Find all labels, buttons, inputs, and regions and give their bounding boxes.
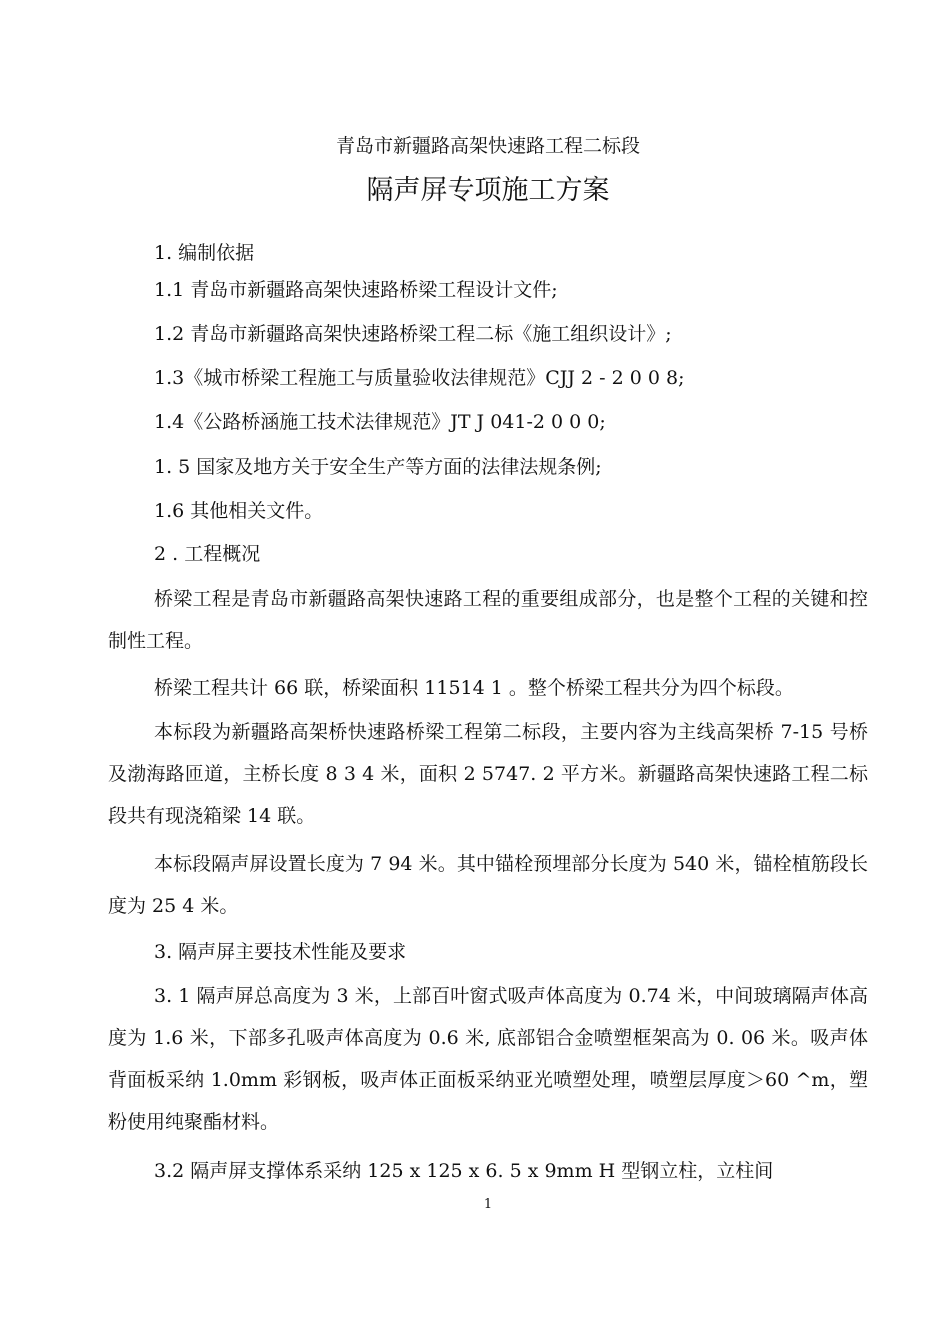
list-item-1-6: 1.6 其他相关文件。 [154, 500, 324, 522]
body-paragraph-bridge-count: 桥梁工程共计 66 联，桥梁面积 11514 1 。整个桥梁工程共分为四个标段。 [154, 677, 794, 699]
document-subtitle: 青岛市新疆路高架快速路工程二标段 [335, 135, 640, 157]
document-title: 隔声屏专项施工方案 [366, 175, 610, 206]
body-paragraph-3-1: 3. 1 隔声屏总高度为 3 米，上部百叶窗式吸声体高度为 0.74 米，中间玻璃隔声体高度为 1.6 米，下部多孔吸声体高度为 0.6 米, 底部铝合金喷塑框架高为 0. 06 米。吸声体背面板采纳 1.0mm 彩钢板，吸声体正面板采纳亚光喷塑处理，喷塑层厚度＞60 ^m，塑粉使用纯聚酯材料。 [108, 985, 868, 1133]
body-paragraph-barrier-length: 本标段隔声屏设置长度为 7 94 米。其中锚栓预埋部分长度为 540 米，锚栓植筋段长度为 25 4 米。 [108, 853, 868, 917]
body-paragraph-3-2: 3.2 隔声屏支撑体系采纳 125 x 125 x 6. 5 x 9mm H 型钢立柱，立柱间 [154, 1160, 774, 1182]
section-heading-3: 3. 隔声屏主要技术性能及要求 [154, 941, 407, 963]
section-heading-2: 2 . 工程概况 [154, 543, 261, 565]
list-item-1-4: 1.4《公路桥涵施工技术法律规范》JT J 041-2 0 0 0; [154, 411, 606, 433]
body-paragraph-overview: 桥梁工程是青岛市新疆路高架快速路工程的重要组成部分，也是整个工程的关键和控制性工程。 [108, 588, 868, 652]
list-item-1-2: 1.2 青岛市新疆路高架快速路桥梁工程二标《施工组织设计》; [154, 323, 672, 345]
list-item-1-5: 1. 5 国家及地方关于安全生产等方面的法律法规条例; [154, 456, 602, 478]
section-heading-1: 1. 编制依据 [154, 242, 255, 264]
list-item-1-3: 1.3《城市桥梁工程施工与质量验收法律规范》CJJ 2 - 2 0 0 8; [154, 367, 685, 389]
list-item-1-1: 1.1 青岛市新疆路高架快速路桥梁工程设计文件; [154, 279, 558, 301]
page-number: 1 [483, 1197, 493, 1212]
body-paragraph-section-scope: 本标段为新疆路高架桥快速路桥梁工程第二标段，主要内容为主线高架桥 7-15 号桥及渤海路匝道，主桥长度 8 3 4 米，面积 2 5747. 2 平方米。新疆路高架快速路工程二标段共有现浇箱梁 14 联。 [108, 721, 868, 827]
